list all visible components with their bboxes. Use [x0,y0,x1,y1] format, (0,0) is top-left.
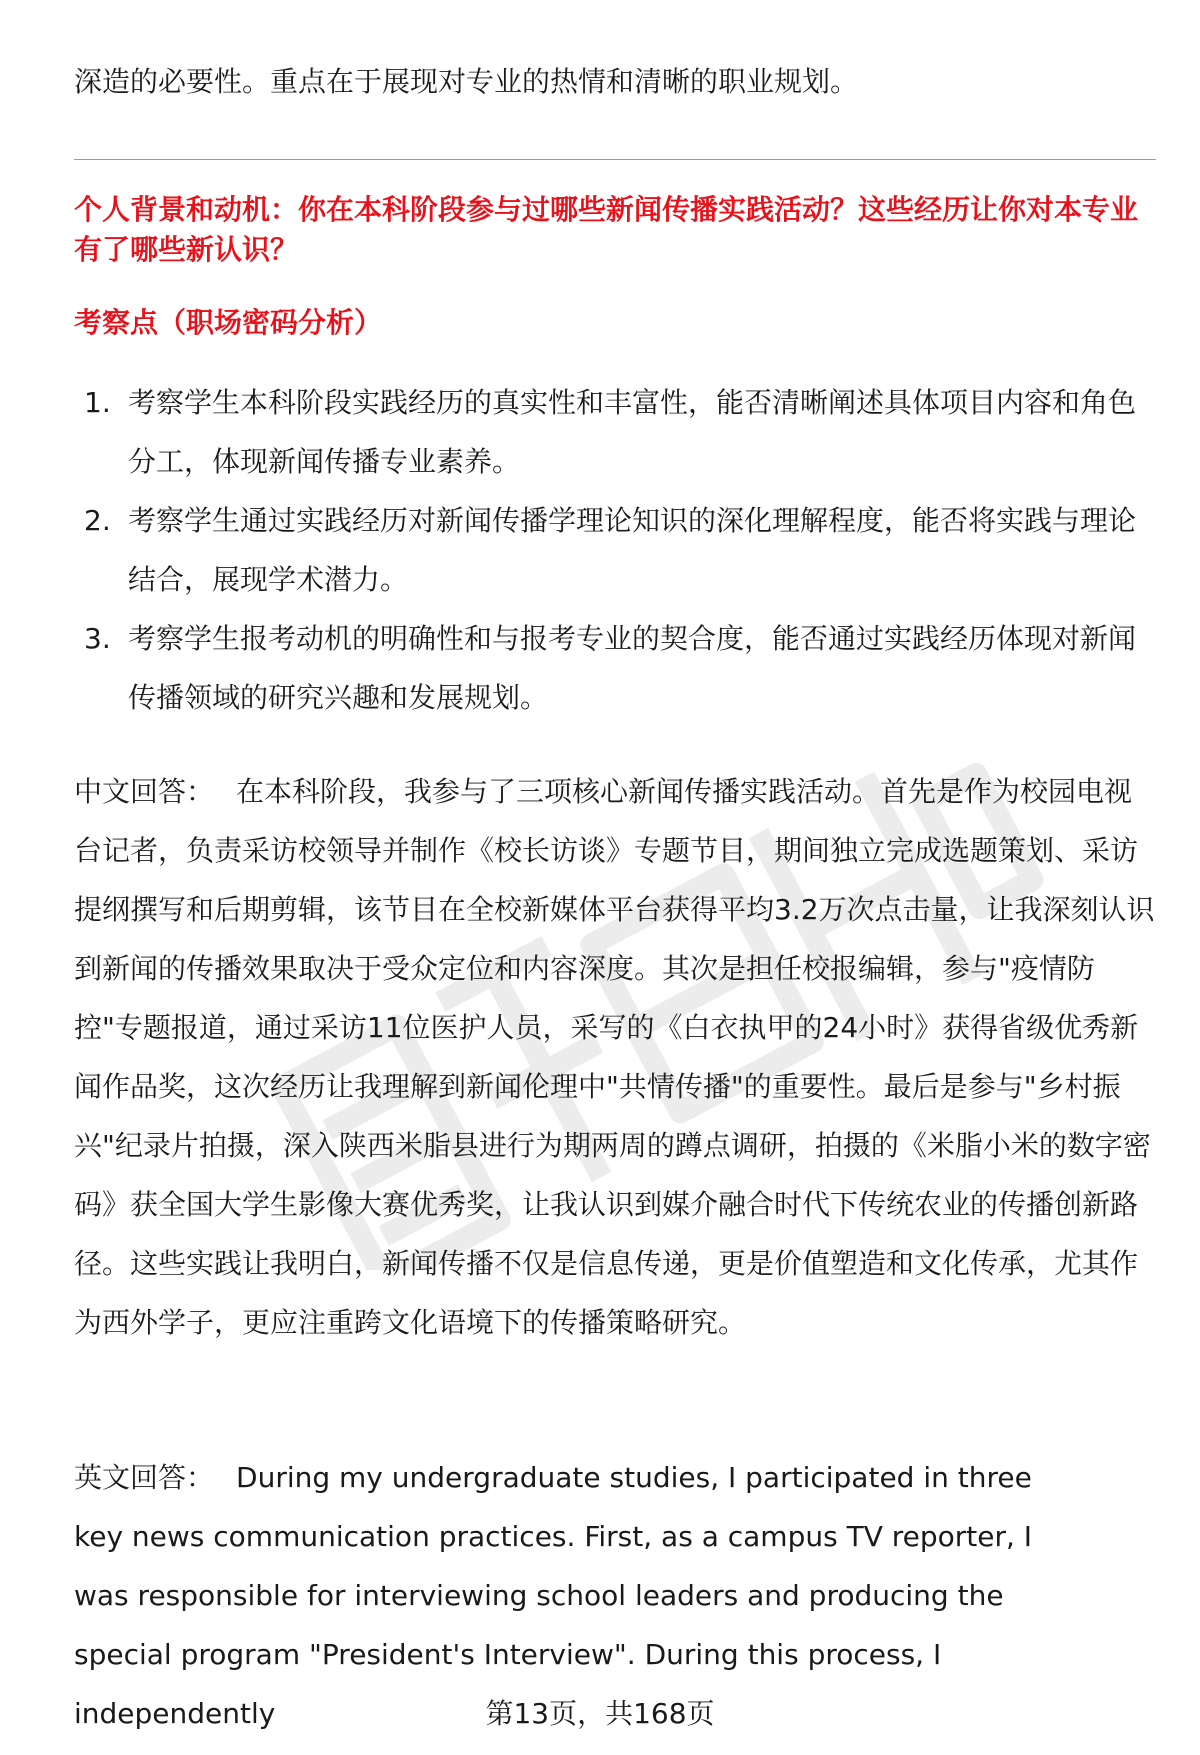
list-item-number: 3. [84,622,111,655]
page-number-footer: 第13页，共168页 [485,1697,715,1730]
list-item-text: 考察学生通过实践经历对新闻传播学理论知识的深化理解程度，能否将实践与理论结合，展现学术潜力。 [128,504,1137,596]
english-answer-text: During my undergraduate studies, I participated in three key news communication practices. First, as a campus TV reporter, I was responsible for interviewing school leaders and producing the special program "President's Interview". During this process, I independently [74,1461,1033,1730]
list-item [74,373,1156,491]
list-item-text: 考察学生本科阶段实践经历的真实性和丰富性，能否清晰阐述具体项目内容和角色分工，体现新闻传播专业素养。 [128,386,1137,478]
assessment-points-list [74,373,1156,727]
chinese-answer-text: 在本科阶段，我参与了三项核心新闻传播实践活动。首先是作为校园电视台记者，负责采访校领导并制作《校长访谈》专题节目，期间独立完成选题策划、采访提纲撰写和后期剪辑，该节目在全校新媒体平台获得平均3.2万次点击量，让我深刻认识到新闻的传播效果取决于受众定位和内容深度。其次是担任校报编辑，参与"疫情防控"专题报道，通过采访11位医护人员，采写的《白衣执甲的24小时》获得省级优秀新闻作品奖，这次经历让我理解到新闻伦理中"共情传播"的重要性。最后是参与"乡村振兴"纪录片拍摄，深入陕西米脂县进行为期两周的蹲点调研，拍摄的《米脂小米的数字密码》获全国大学生影像大赛优秀奖，让我认识到媒介融合时代下传统农业的传播创新路径。这些实践让我明白，新闻传播不仅是信息传递，更是价值塑造和文化传承，尤其作为西外学子，更应注重跨文化语境下的传播策略研究。 [74,775,1155,1339]
section-divider [74,159,1156,160]
chinese-answer-paragraph [74,762,1156,1352]
question-heading: 个人背景和动机：你在本科阶段参与过哪些新闻传播实践活动？这些经历让你对本专业有了哪些新认识？ [74,193,1139,266]
list-item [74,491,1156,609]
list-item-number: 1. [84,386,111,419]
list-item-number: 2. [84,504,111,537]
list-item [74,609,1156,727]
chinese-answer-label: 中文回答： [74,775,215,808]
list-item-text: 考察学生报考动机的明确性和与报考专业的契合度，能否通过实践经历体现对新闻传播领域的研究兴趣和发展规划。 [128,622,1137,714]
assessment-points-heading: 考察点（职场密码分析） [74,306,383,339]
english-answer-label: 英文回答： [74,1461,215,1494]
intro-tail-text: 深造的必要性。重点在于展现对专业的热情和清晰的职业规划。 [74,65,859,98]
